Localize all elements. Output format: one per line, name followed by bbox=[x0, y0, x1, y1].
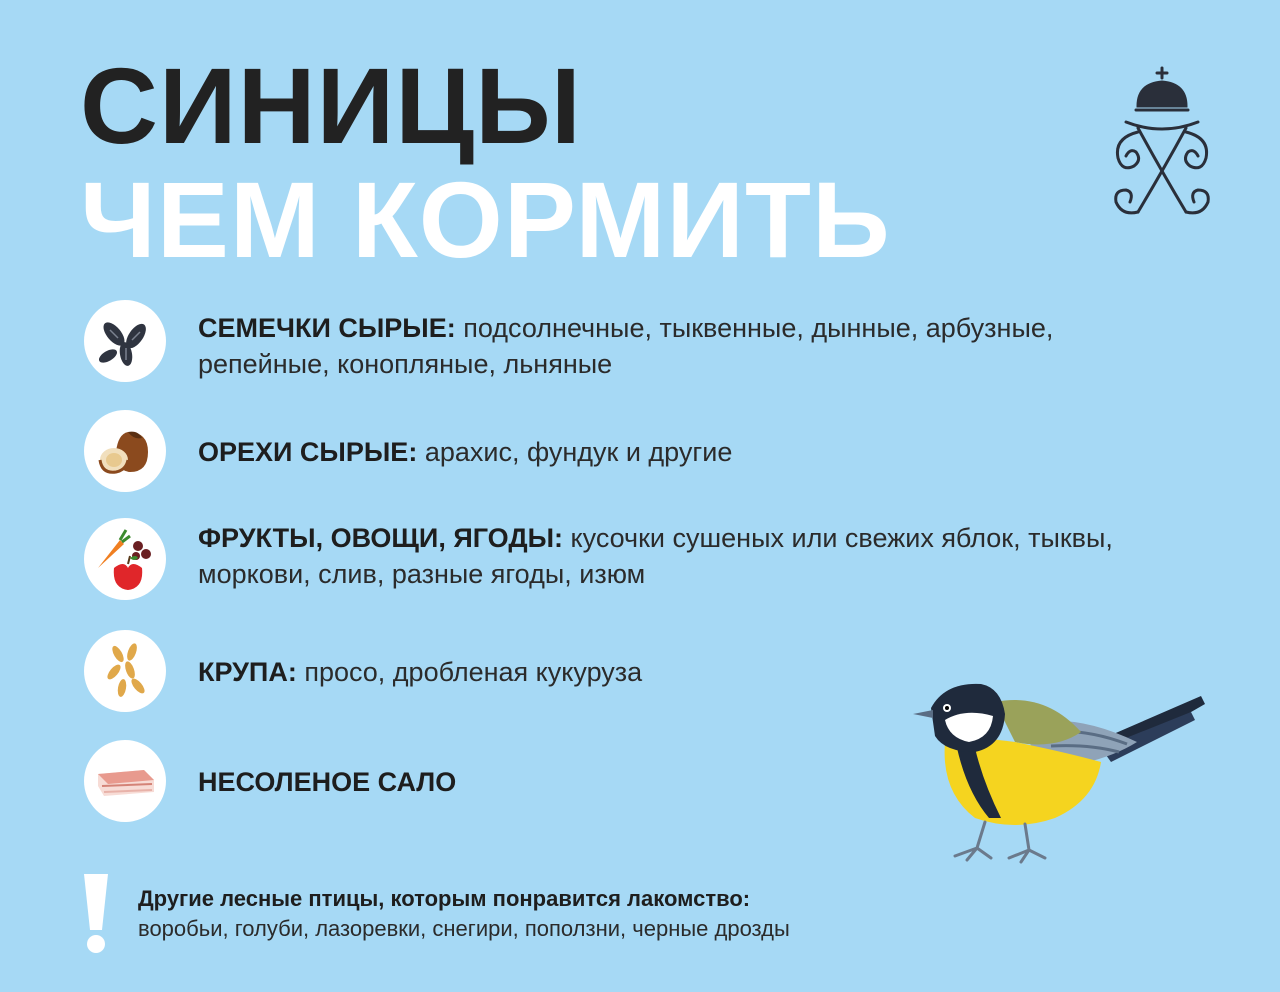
crown-monogram-icon bbox=[1108, 62, 1216, 218]
hazelnut-icon bbox=[84, 410, 166, 492]
food-item-description: кусочки сушеных или свежих яблок, тыквы, моркови, слив, разные ягоды, изюм bbox=[198, 523, 1113, 589]
title-line-2: ЧЕМ КОРМИТЬ bbox=[80, 159, 891, 280]
great-tit-bird-icon bbox=[905, 672, 1215, 867]
food-item-label: ФРУКТЫ, ОВОЩИ, ЯГОДЫ: bbox=[198, 523, 563, 553]
food-item-label: КРУПА: bbox=[198, 657, 297, 687]
fruits-icon bbox=[84, 518, 166, 600]
icon-badge bbox=[84, 630, 166, 712]
food-item-text bbox=[198, 434, 1138, 470]
food-item-description: просо, дробленая кукуруза bbox=[296, 657, 643, 687]
icon-badge bbox=[84, 740, 166, 822]
icon-badge bbox=[84, 410, 166, 492]
food-item-label: ОРЕХИ СЫРЫЕ: bbox=[198, 437, 418, 467]
food-item-description: арахис, фундук и другие bbox=[417, 437, 733, 467]
food-item-label: СЕМЕЧКИ СЫРЫЕ: bbox=[198, 313, 456, 343]
icon-badge bbox=[84, 518, 166, 600]
title-line-1: СИНИЦЫ bbox=[80, 45, 582, 166]
icon-badge bbox=[84, 300, 166, 382]
grain-icon bbox=[84, 630, 166, 712]
food-item-text bbox=[198, 520, 1138, 592]
food-item-description: подсолнечные, тыквенные, дынные, арбузные, репейные, конопляные, льняные bbox=[198, 313, 1054, 379]
seeds-icon bbox=[84, 300, 166, 382]
note-text: воробьи, голуби, лазоревки, снегири, поползни, черные дрозды bbox=[138, 916, 790, 941]
food-item-text bbox=[198, 310, 1138, 382]
note-title: Другие лесные птицы, которым понравится лакомство: bbox=[138, 886, 751, 911]
exclamation-icon bbox=[80, 872, 112, 956]
food-item-label: НЕСОЛЕНОЕ САЛО bbox=[198, 767, 457, 797]
lard-icon bbox=[84, 740, 166, 822]
